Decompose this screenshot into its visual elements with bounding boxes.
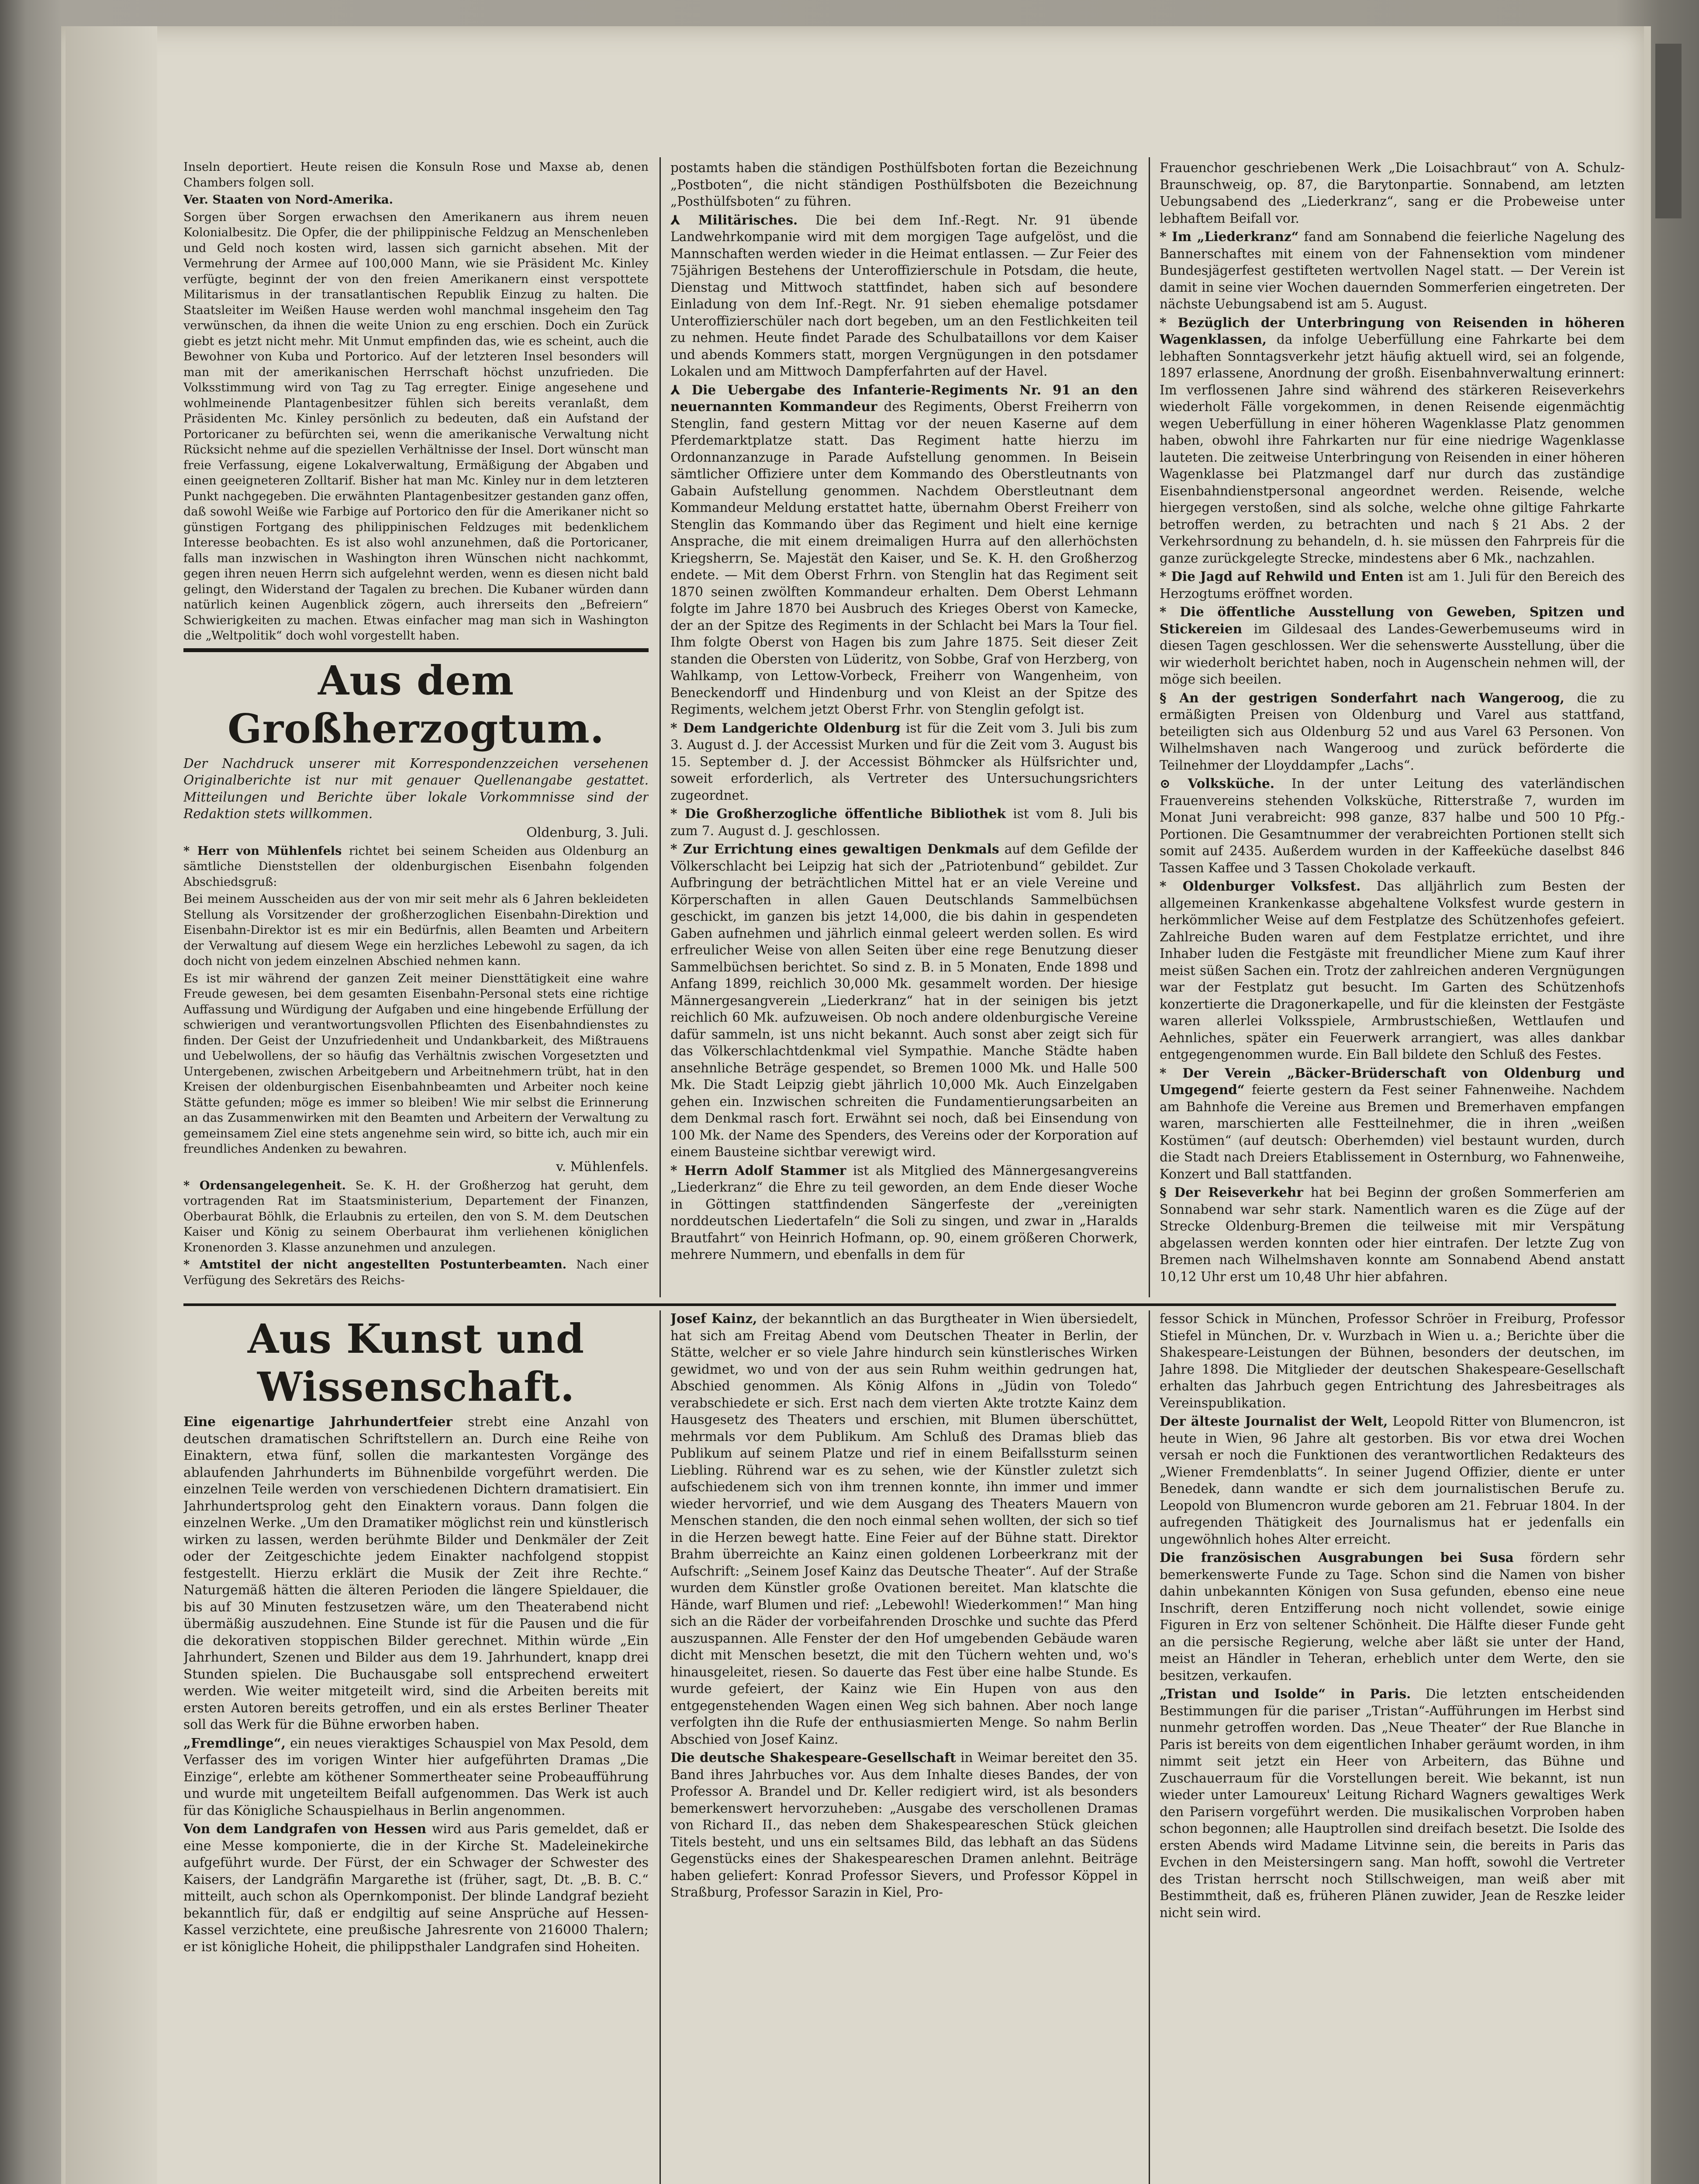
article-paragraph bbox=[670, 1162, 1138, 1263]
article-paragraph bbox=[1160, 878, 1625, 1063]
article-text: strebt eine Anzahl von deutschen dramatischen Schriftstellern an. Durch eine Reihe von Einaktern, etwa fünf, sollen die markantesten Vorgänge des ablaufenden Jahrhunderts im Bühnenbilde vorgeführt werden. Die einzelnen Teile werden von verschiedenen Dichtern dramatisiert. Ein Jahrhundertsprolog geht den Einaktern voraus. Dann folgen die einzelnen Werke. „Um den Dramatiker möglichst rein und künstlerisch wirken zu lassen, werden berühmte Bilder und Denkmäler der Zeit oder der Zeitgeschichte jedem Einakter nachfolgend stoppist festgestellt. Hierzu erklärt die Musik der Zeit ihre Rechte.“ Naturgemäß hätten die älteren Perioden die längere Spieldauer, die bis auf 30 Minuten festzusetzen wäre, um den Theaterabend nicht übermäßig auszudehnen. Eine Stunde ist für die Pausen und die für die dekorativen stoppischen Bilder gerechnet. Mithin würde „Ein Jahrhundert, Szenen und Bilder aus dem 19. Jahrhundert, knapp drei Stunden spielen. Die Buchausgabe soll entsprechend erweitert werden. Wie weiter mitgeteilt wird, sind die Arbeiten bereits mit ersten Autoren bereits getroffen, und ein als erstes Berliner Theater soll das Werk für die Bühne erworben haben. bbox=[183, 1414, 649, 1732]
article-paragraph bbox=[1160, 604, 1625, 688]
article-paragraph bbox=[670, 805, 1138, 839]
article-paragraph bbox=[183, 1821, 649, 1955]
article-paragraph bbox=[183, 1257, 649, 1288]
article-paragraph bbox=[1160, 314, 1625, 567]
section-divider bbox=[183, 1303, 1616, 1306]
article-paragraph bbox=[670, 159, 1138, 210]
article-paragraph bbox=[670, 720, 1138, 804]
article-text: da infolge Ueberfüllung eine Fahrkarte bei dem lebhaften Sonntagsverkehr jetzt häufig aktuell wird, sei an folgende, 1897 erlassene, Anordnung der großh. Eisenbahnverwaltung erinnert: Im verflossenen Jahre sind während des stärkeren Reiseverkehrs wiederholt Fälle vorgekommen, in denen Reisende eigenmächtig wegen Ueberfüllung in einer höheren Wagenklasse Platz genommen haben, obwohl ihre Fahrkarten nur für eine niedrige Wagenklasse lauteten. Die zeitweise Unterbringung von Reisenden in einer höheren Wagenklasse bei Platzmangel darf nur durch das zuständige Eisenbahndienstpersonal angeordnet werden. Reisende, welche hiergegen verstoßen, sind als solche, welche ohne giltige Fahrkarte betroffen werden, zu betrachten und nach § 21 Abs. 2 der Verkehrsordnung zu behandeln, d. h. sie müssen den Fahrpreis für die ganze zurückgelegte Strecke, mindestens aber 6 Mk., nachzahlen. bbox=[1160, 332, 1625, 566]
article-paragraph bbox=[1160, 690, 1625, 774]
article-paragraph bbox=[183, 892, 649, 969]
article-heading: ⅄ Militärisches. bbox=[670, 212, 798, 228]
article-paragraph bbox=[670, 212, 1138, 380]
column-rule bbox=[1149, 1310, 1150, 2184]
article-text: Se. K. H. der Großherzog hat geruht, dem vortragenden Rat im Staatsministerium, Departement der Finanzen, Oberbaurat Böhlk, die Erlaubnis zu erteilen, den von S. M. dem Deutschen Kaiser und König zu seinem Oberbaurat ihm verliehenen königlichen Kronenorden 3. Klasse anzunehmen und anzulegen. bbox=[183, 1178, 649, 1254]
article-text: Die letzten entscheidenden Bestimmungen für die pariser „Tristan“-Aufführungen im Herbst sind nunmehr getroffen worden. Das „Neue Theater“ der Rue Blanche in Paris ist bereits von dem eigentlichen Inhaber geräumt worden, in ihm nimmt seit jetzt ein Heer von Arbeitern, das Bühne und Zuschauerraum für die Vorstellungen bereit. Wie bekannt, ist nun wieder unter Lamoureux' Leitung Richard Wagners gewaltiges Werk den Parisern vorgeführt werden. Die musikalischen Vorproben haben schon begonnen; alle Hauptrollen sind dreifach besetzt. Die Isolde des ersten Abends wird Madame Litvinne sein, die bereits in Paris das Evchen in den Meistersingern sang. Man hofft, sowohl die Vertreter des Tristan herrscht noch Stillschweigen, man weiß aber mit Bestimmtheit, daß es, früheren Plänen zuwider, Jean de Reszke leider nicht sein wird. bbox=[1160, 1686, 1625, 1920]
article-heading: * Die öffentliche Ausstellung von Geweben, Spitzen und Stickereien bbox=[1160, 604, 1625, 636]
article-heading: * Im „Liederkranz“ bbox=[1160, 229, 1299, 244]
column-rule bbox=[660, 157, 661, 1297]
article-text: richtet bei seinem Scheiden aus Oldenburg an sämtliche Dienststellen der oldenburgischen Eisenbahn folgenden Abschiedsgruß: bbox=[183, 844, 649, 889]
top-column-2 bbox=[670, 159, 1138, 1297]
article-paragraph bbox=[670, 1310, 1138, 1748]
rule bbox=[183, 648, 649, 652]
section-heading: Aus Kunst und Wissenschaft. bbox=[247, 1315, 585, 1410]
article-text: fessor Schick in München, Professor Schröer in Freiburg, Professor Stiefel in München, Dr. v. Wurzbach in Wien u. a.; Berichte über die Shakespeare-Leistungen der Bühnen, besonders der deutschen, im Jahre 1898. Die Mitglieder der deutschen Shakespeare-Gesellschaft erhalten das Jahrbuch gegen Entrichtung des Jahresbeitrages als Vereinspublikation. bbox=[1160, 1311, 1625, 1410]
article-heading: * Amtstitel der nicht angestellten Postunterbeamten. bbox=[183, 1258, 567, 1272]
article-paragraph bbox=[670, 1749, 1138, 1901]
article-text: des Regiments, Oberst Freiherrn von Stenglin, fand gestern Mittag vor der neuen Kaserne auf dem Pferdemarktplatze statt. Das Regiment hatte hierzu im Ordonnanzanzuge in Parade Aufstellung genommen. In Beisein sämtlicher Offiziere unter dem Kommando des Oberstleutnants von Gabain Aufstellung genommen. Nachdem Oberstleutnant dem Kommandeur Meldung erstattet hatte, übernahm Oberst Freiherr von Stenglin das Kommando über das Regiment und hielt eine kernige Ansprache, die mit einem dreimaligen Hurra auf den allerhöchsten Kriegsherrn, Se. Majestät den Kaiser, und Se. K. H. den Großherzog endete. — Mit dem Oberst Frhrn. von Stenglin hat das Regiment seit 1870 seinen zwölften Kommandeur erhalten. Dem Oberst Lehmann folgte im Jahre 1870 bei Ausbruch des Krieges Oberst von Kamecke, der an der Spitze des Regiments in der Schlacht bei Mars la Tour fiel. Ihm folgte Oberst von Hagen bis zum Jahre 1875. Seit dieser Zeit standen die Obersten von Lüderitz, von Sobbe, Graf von Herzberg, von Wahlkamp, von Lettow-Vorbeck, Freiherr von Wangenheim, von Beneckendorff und Hindenburg und von Kleist an der Spitze des Regiments, welchem jetzt Oberst Frhr. von Stenglin gefolgt ist. bbox=[670, 399, 1138, 717]
article-text: Die bei dem Inf.-Regt. Nr. 91 übende Landwehrkompanie wird mit dem morgigen Tage aufgelöst, und die Mannschaften werden wieder in die Heimat entlassen. — Zur Feier des 75jährigen Bestehens der Unteroffizierschule in Potsdam, die heute, Dienstag und Mittwoch stattfindet, haben sich auf besondere Einladung von dem Inf.-Regt. Nr. 91 sieben ehemalige potsdamer Unteroffizierschüler nach dort begeben, um an den Festlichkeiten teil zu nehmen. Heute findet Parade des Schulbataillons vor dem Kaiser und abends Kommers statt, morgen Vergnügungen in den potsdamer Lokalen und am Mittwoch Dampferfahrten auf der Havel. bbox=[670, 212, 1138, 379]
article-paragraph bbox=[1160, 568, 1625, 602]
article-text: auf dem Gefilde der Völkerschlacht bei Leipzig hat sich der „Patriotenbund“ gebildet. Zur Aufbringung der beträchtlichen Mittel hat er an viele Vereine und Körperschaften in allen Gauen Deutschlands Sammelbüchsen geschickt, im ganzen bis jetzt 14,000, die bis dahin in gespendeten Gaben aufnehmen und jährlich einmal geleert werden sollen. Es wird erfreulicher Weise von allen Seiten über eine rege Benutzung dieser Sammelbüchsen berichtet. So sind z. B. in 5 Monaten, Ende 1898 und Anfang 1899, reichlich 30,000 Mk. gesammelt worden. Der hiesige Männergesangverein „Liederkranz“ hat in der seinigen bis jetzt reichlich 60 Mk. aufzuweisen. Ob noch andere oldenburgische Vereine dafür sammeln, ist uns nicht bekannt. Auch sonst aber zeigt sich für das Völkerschlachtdenkmal viel Sympathie. Manche Städte haben ansehnliche Beträge gespendet, so Bremen 1000 Mk. und Halle 500 Mk. Die Stadt Leipzig giebt jährlich 10,000 Mk. Auch Einzelgaben gehen ein. Inzwischen schreiten die Fundamentierungsarbeiten an dem Denkmal rasch fort. Erwähnt sei noch, daß bei Einsendung von 100 Mk. der Name des Spenders, des Vereins oder der Korporation auf einem Bausteine sichtbar verewigt wird. bbox=[670, 842, 1138, 1159]
article-heading: „Fremdlinge“, bbox=[183, 1735, 286, 1751]
top-column-1 bbox=[183, 159, 649, 1297]
article-heading: Ver. Staaten von Nord-Amerika. bbox=[183, 193, 394, 207]
dateline: Oldenburg, 3. Juli. bbox=[526, 825, 649, 840]
article-text: fand am Sonnabend die feierliche Nagelung des Bannerschaftes mit einem von der Fahnensektion vom mindener Bundesjägerfest gestifteten wertvollen Nagel statt. — Der Verein ist damit in seine vier Wochen dauernden Sommerferien eingetreten. Der nächste Uebungsabend ist am 5. August. bbox=[1160, 229, 1625, 311]
article-paragraph bbox=[183, 971, 649, 1157]
article-heading: § An der gestrigen Sonderfahrt nach Wangeroog, bbox=[1160, 690, 1564, 705]
article-heading: Die französischen Ausgrabungen bei Susa bbox=[1160, 1550, 1514, 1565]
article-paragraph bbox=[183, 1413, 649, 1733]
article-text: postamts haben die ständigen Posthülfsboten fortan die Bezeichnung „Postboten“, die nicht ständigen Posthülfsboten die Bezeichnung „Posthülfsboten“ zu führen. bbox=[670, 160, 1138, 209]
article-text: Frauenchor geschriebenen Werk „Die Loisachbraut“ von A. Schulz-Braunschweig, op. 87, die Barytonpartie. Sonnabend, am letzten Uebungsabend des „Liederkranz“, sang er die Probeweise unter lebhaftem Beifall vor. bbox=[1160, 160, 1625, 226]
article-heading: * Oldenburger Volksfest. bbox=[1160, 878, 1361, 894]
article-paragraph bbox=[1160, 1413, 1625, 1548]
article-heading: * Ordensangelegenheit. bbox=[183, 1178, 346, 1192]
article-heading: Die deutsche Shakespeare-Gesellschaft bbox=[670, 1750, 956, 1765]
article-text: fördern sehr bemerkenswerte Funde zu Tage. Schon sind die Namen von bisher dahin unbekannten Königen von Susa gefunden, ebenso eine neue Inschrift, deren Entzifferung noch nicht vollendet, sowie einige Figuren in Erz von seltener Schönheit. Die Hälfte dieser Funde geht an die persische Regierung, welche aber läßt sie unter der Hand, meist an Händler in Teheran, erheblich unter dem Werte, den sie besitzen, verkaufen. bbox=[1160, 1550, 1625, 1683]
article-paragraph bbox=[1160, 1065, 1625, 1183]
article-paragraph bbox=[183, 1735, 649, 1819]
article-paragraph bbox=[1160, 775, 1625, 876]
article-text: In der unter Leitung des vaterländischen Frauenvereins stehenden Volksküche, Ritterstraße 7, wurden im Monat Juni verabreicht: 998 ganze, 837 halbe und 500 10 Pfg.-Portionen. Die Gesamtnummer der verabreichten Portionen stellt sich somit auf 2435. Außerdem wurden in der Kaffeeküche daselbst 846 Tassen Kaffee und 3 Tassen Chokolade verkauft. bbox=[1160, 776, 1625, 875]
article-text: Inseln deportiert. Heute reisen die Konsuln Rose und Maxse ab, denen Chambers folgen soll. bbox=[183, 160, 649, 190]
page-edge-tab bbox=[1655, 44, 1682, 218]
article-heading: * Herr von Mühlenfels bbox=[183, 844, 342, 858]
article-heading: * Herrn Adolf Stammer bbox=[670, 1162, 846, 1178]
article-heading: Josef Kainz, bbox=[670, 1311, 757, 1326]
article-text: Bei meinem Ausscheiden aus der von mir seit mehr als 6 Jahren bekleideten Stellung als Vorsitzender der großherzoglichen Eisenbahn-Direktion und Eisenbahn-Direktor ist es mir ein Bedürfnis, allen Beamten und Arbeitern der Verwaltung auf diesem Wege ein herzliches Lebewohl zu sagen, da ich doch nicht von jedem einzelnen Abschied nehmen kann. bbox=[183, 892, 649, 968]
article-heading: Von dem Landgrafen von Hessen bbox=[183, 1821, 427, 1836]
article-text: ist vom 8. Juli bis zum 7. August d. J. geschlossen. bbox=[670, 806, 1138, 838]
article-heading: * Bezüglich der Unterbringung von Reisenden in höheren Wagenklassen, bbox=[1160, 314, 1625, 347]
article-text: Leopold Ritter von Blumencron, ist heute in Wien, 96 Jahre alt gestorben. Bis vor etwa drei Wochen versah er noch die Funktionen des verantwortlichen Redakteurs des „Wiener Fremdenblatts“. In seiner Jugend Offizier, diente er unter Benedek, dann wandte er sich dem journalistischen Berufe zu. Leopold von Blumencron wurde geboren am 21. Februar 1804. In der aufregenden Thätigkeit des Journalismus hat er jedenfalls ein ungewöhnlich hohes Alter erreicht. bbox=[1160, 1414, 1625, 1547]
article-heading: * Zur Errichtung eines gewaltigen Denkmals bbox=[670, 841, 999, 857]
article-text: feierte gestern da Fest seiner Fahnenweihe. Nachdem am Bahnhofe die Vereine aus Bremen und Bremerhaven empfangen waren, marschierten alle Festteilnehmer, die in ihren „weißen Kostümen“ (auf deutsch: Oberhemden) viel bestaunt wurden, durch die Stadt nach Dreiers Etablissement in Osternburg, wo Fahnenweihe, Konzert und Ball stattfanden. bbox=[1160, 1082, 1625, 1182]
article-paragraph bbox=[183, 1178, 649, 1256]
article-heading: * Dem Landgerichte Oldenburg bbox=[670, 720, 901, 736]
article-paragraph bbox=[1160, 1686, 1625, 1921]
article-paragraph bbox=[1160, 1310, 1625, 1411]
article-heading: * Der Verein „Bäcker-Brüderschaft von Oldenburg und Umgegend“ bbox=[1160, 1065, 1625, 1097]
page-binding-shadow bbox=[66, 26, 157, 2184]
article-heading: ⅄ Die Uebergabe des Infanterie-Regiments Nr. 91 an den neuernannten Kommandeur bbox=[670, 382, 1138, 414]
column-rule bbox=[1149, 157, 1150, 1297]
article-text: Sorgen über Sorgen erwachsen den Amerikanern aus ihrem neuen Kolonialbesitz. Die Opfer, die der philippinische Feldzug an Menschenleben und Geld noch kosten wird, lassen sich garnicht absehen. Mit der Vermehrung der Armee auf 100,000 Mann, wie sie Präsident Mc. Kinley verfügte, beginnt der von den freien Amerikanern einst verspottete Militarismus in der transatlantischen Republik Einzug zu halten. Die Staatsleiter im Weißen Hause werden wohl manchmal insgeheim den Tag verwünschen, da ihnen die weite Union zu eng erschien. Doch ein Zurück giebt es jetzt nicht mehr. Mit Unmut empfinden das, wie es scheint, auch die Bewohner von Kuba und Portorico. Auf der letzteren Insel besonders will man mit der amerikanischen Herrschaft höchst unzufrieden. Die Volksstimmung wird von Tag zu Tag erregter. Einige angesehene und wohlmeinende Plantagenbesitzer fühlen sich bereits veranlaßt, dem Präsidenten Mc. Kinley persönlich zu bedeuten, daß ein Aufstand der Portoricaner zu befürchten sei, wenn die amerikanische Verwaltung nicht Rücksicht nehme auf die speziellen Verhältnisse der Insel. Dort wünscht man freie Verfassung, eigene Lokalverwaltung, Ermäßigung der Abgaben und einen geeigneteren Zolltarif. Bisher hat man Mc. Kinley nur in dem letzteren Punkt nachgegeben. Die erwähnten Plantagenbesitzer gestanden ganz offen, daß sowohl Weiße wie Farbige auf Portorico den für die Amerikaner nicht so günstigen Fortgang des philippinischen Feldzuges mit bedenklichem Interesse beobachten. Es ist also wohl anzunehmen, daß die Portoricaner, falls man inzwischen in Washington ihren Wünschen nicht nachkommt, gegen ihren neuen Herrn sich aufgelehnt werden, wenn es diesen nicht bald gelingt, den Widerstand der Tagalen zu brechen. Die Kubaner würden dann natürlich keinen Augenblick zögern, auch ihrerseits den „Befreiern“ Schwierigkeiten zu machen. Etwas einfacher mag man sich in Washington die „Weltpolitik“ doch wohl vorgestellt haben. bbox=[183, 210, 649, 643]
article-text: Nach einer Verfügung des Sekretärs des Reichs- bbox=[183, 1258, 649, 1287]
article-text: im Gildesaal des Landes-Gewerbemuseums wird in diesen Tagen geschlossen. Wer die sehenswerte Ausstellung, über die wir wiederholt berichtet haben, noch in Augenschein nehmen will, der möge sich beeilen. bbox=[1160, 621, 1625, 687]
article-text: ist als Mitglied des Männergesangvereins „Liederkranz“ die Ehre zu teil geworden, an dem Ende dieser Woche in Göttingen stattfindenden Sängerfeste der „vereinigten norddeutschen Liedertafeln“ die Soli zu singen, und zwar in „Haralds Brautfahrt“ von Heinrich Hofmann, op. 90, einem größeren Chorwerk, mehrere Nummern, und ebenfalls in dem für bbox=[670, 1163, 1138, 1262]
article-paragraph bbox=[183, 210, 649, 644]
bottom-column-2 bbox=[670, 1310, 1138, 2184]
article-text: Das alljährlich zum Besten der allgemeinen Krankenkasse abgehaltene Volksfest wurde gestern in herkömmlicher Weise auf dem Festplatze des Schützenhofes gefeiert. Zahlreiche Buden waren auf dem Festplatze errichtet, und ihre Inhaber luden die Festgäste mit freundlicher Miene zum Kauf ihrer meist süßen Sachen ein. Trotz der zahlreichen anderen Vergnügungen war der Festplatz gut besucht. Im Garten des Schützenhofs konzertierte die Dragonerkapelle, und für die kleinsten der Festgäste waren allerlei Volksspiele, Armbrustschießen, Wettlaufen und Aehnliches, später ein Feuerwerk arrangiert, was alles dankbar entgegengenommen wurde. Ein Ball bildete den Schluß des Festes. bbox=[1160, 879, 1625, 1062]
article-text: ist für die Zeit vom 3. Juli bis zum 3. August d. J. der Accessist Murken und für die Zeit vom 3. August bis 15. September d. J. der Accessist Böhmcker als Hülfsrichter und, soweit erforderlich, als Vertreter des Untersuchungsrichters zugeordnet. bbox=[670, 720, 1138, 803]
article-text: Es ist mir während der ganzen Zeit meiner Diensttätigkeit eine wahre Freude gewesen, bei dem gesamten Eisenbahn-Personal stets eine richtige Auffassung und Würdigung der Aufgaben und eine hingebende Erfüllung der schwierigen und verantwortungsvollen Pflichten des Eisenbahndienstes zu finden. Der Geist der Unzufriedenheit und Undankbarkeit, des Mißtrauens und Uebelwollens, der so häufig das Verhältnis zwischen Vorgesetzten und Untergebenen, zwischen Arbeitgebern und Arbeitnehmern trübt, hat in den Kreisen der oldenburgischen Eisenbahnbeamten und Arbeiter noch keine Stätte gefunden; möge es immer so bleiben! Wie mir selbst die Erinnerung an das Zusammenwirken mit den Beamten und Arbeitern der Verwaltung zu gemeinsamem Ziel eine stets angenehme sein wird, so bitte ich, auch mir ein freundliches Andenken zu bewahren. bbox=[183, 971, 649, 1156]
bottom-column-3 bbox=[1160, 1310, 1625, 2184]
editorial-note: Der Nachdruck unserer mit Korrespondenzzeichen versehenen Originalberichte ist nur mit genauer Quellenangabe gestattet. Mitteilungen und Berichte über lokale Vorkommnisse sind der Redaktion stets willkommen. bbox=[183, 756, 649, 821]
article-text: wird aus Paris gemeldet, daß er eine Messe komponierte, die in der Kirche St. Madeleinekirche aufgeführt wurde. Der Fürst, der ein Schwager der Schwester des Kaisers, der Landgräfin Margarethe ist (früher, sagt, Dt. „B. B. C.“ mitteilt, auch schon als Opernkomponist. Der blinde Landgraf bezieht bekanntlich für, daß er endgiltig auf seine Ansprüche auf Hessen-Kassel verzichtete, eine preußische Jahresrente von 216000 Thalern; er ist königliche Hoheit, die philippsthaler Landgrafen sind Hoheiten. bbox=[183, 1821, 649, 1954]
article-paragraph bbox=[670, 841, 1138, 1161]
article-paragraph bbox=[1160, 1184, 1625, 1285]
article-text: ein neues vieraktiges Schauspiel von Max Pesold, dem Verfasser des im vorigen Winter hier aufgeführten Dramas „Die Einzige“, erlebte am köthener Sommertheater seine Probeaufführung und wurde mit ungeteiltem Beifall aufgenommen. Das Werk ist auch für das Königliche Schauspielhaus in Berlin angenommen. bbox=[183, 1735, 649, 1818]
article-paragraph bbox=[183, 843, 649, 890]
article-paragraph bbox=[183, 192, 649, 208]
article-heading: ⊙ Volksküche. bbox=[1160, 776, 1274, 791]
article-paragraph bbox=[1160, 159, 1625, 227]
article-heading: § Der Reiseverkehr bbox=[1160, 1185, 1303, 1200]
article-heading: Eine eigenartige Jahrhundertfeier bbox=[183, 1414, 452, 1429]
article-paragraph bbox=[1160, 228, 1625, 313]
article-paragraph bbox=[670, 382, 1138, 718]
article-text: in Weimar bereitet den 35. Band ihres Jahrbuches vor. Aus dem Inhalte dieses Bandes, der von Professor A. Brandel und Dr. Keller redigiert wird, ist als besonders bemerkenswert hervorzuheben: „Ausgabe des verschollenen Dramas von Richard II., das neben dem Shakespeareschen Stück gleichen Titels besteht, und uns ein seltsames Bild, das lebhaft an das Südens Gegenstücks eines der Shakespeareschen Dramen anlehnt. Beiträge haben geliefert: Konrad Professor Sievers, und Professor Köppel in Straßburg, Professor Sarazin in Kiel, Pro- bbox=[670, 1750, 1138, 1900]
section-heading: Aus dem Großherzogtum. bbox=[228, 657, 604, 752]
article-text: hat bei Beginn der großen Sommerferien am Sonnabend war sehr stark. Namentlich waren es die Züge auf der Strecke Oldenburg-Bremen die teilweise mit mir Verspätung abgelassen werden konnten oder hier eintrafen. Der letzte Zug von Bremen nach Wilhelmshaven konnte am Sonnabend Abend anstatt 10,12 Uhr erst um 10,48 Uhr hier abfahren. bbox=[1160, 1185, 1625, 1284]
column-rule bbox=[660, 1310, 661, 2184]
article-heading: „Tristan und Isolde“ in Paris. bbox=[1160, 1686, 1411, 1701]
top-column-3 bbox=[1160, 159, 1625, 1297]
article-heading: * Die Jagd auf Rehwild und Enten bbox=[1160, 569, 1404, 584]
signature: v. Mühlenfels. bbox=[556, 1159, 649, 1175]
bottom-column-1 bbox=[183, 1310, 649, 2184]
article-text: der bekanntlich an das Burgtheater in Wien übersiedelt, hat sich am Freitag Abend vom Deutschen Theater in Berlin, der Stätte, welcher er so viele Jahre hindurch sein künstlerisches Wirken gewidmet, wo und von der aus sein Ruhm weithin gedrungen hat, Abschied genommen. Als König Alfons in „Jüdin von Toledo“ verabschiedete er sich. Erst nach dem vierten Akte trotzte Kainz dem Hausgesetz des Theaters und erschien, mit Blumen überschüttet, mehrmals vor dem Publikum. Am Schluß des Dramas blieb das Publikum auf seinem Platze und rief in einem Beifallssturm seinen Liebling. Rührend war es zu sehen, wie der Künstler zuletzt sich aufschiedenem sich von ihm trennen konnte, ihn immer und immer wieder hervorrief, und wie dem Ausgang des Theaters Mauern von Menschen standen, die den noch einmal sehen wollten, der sich so tief in die Herzen bewegt hatte. Eine Feier auf der Bühne statt. Direktor Brahm überreichte an Kainz einen goldenen Lorbeerkranz mit der Aufschrift: „Seinem Josef Kainz das Deutsche Theater“. Auf der Straße wurden dem Künstler große Ovationen bereitet. Man klatschte die Hände, warf Blumen und rief: „Lebewohl! Wiederkommen!“ Man hing sich an die Räder der vorbeifahrenden Droschke und suchte das Pferd auszuspannen. Alle Fenster der den Hof umgebenden Gebäude waren dicht mit Menschen besetzt, die mit den Tüchern wehten und, wo's hinausgeleitet, riesen. So dauerte das Fest über eine halbe Stunde. Es wurde gefeiert, der Kainz wie Ein Hupen von aus den entgegenstehenden Wagen einen Weg sich bahnen. Aber noch lange verfolgten ihn die Rufe der enthusiasmierten Menge. So nahm Berlin Abschied von Josef Kainz. bbox=[670, 1311, 1138, 1747]
article-text: ist am 1. Juli für den Bereich des Herzogtums eröffnet worden. bbox=[1160, 569, 1625, 601]
article-paragraph bbox=[1160, 1549, 1625, 1684]
article-paragraph bbox=[183, 159, 649, 190]
article-text: die zu ermäßigten Preisen von Oldenburg und Varel aus stattfand, beteiligten sich aus Oldenburg 52 und aus Varel 63 Personen. Von Wilhelmshaven nach Wangeroog und zurück beförderte die Teilnehmer der Lloyddampfer „Lachs“. bbox=[1160, 690, 1625, 773]
article-heading: * Die Großherzogliche öffentliche Bibliothek bbox=[670, 806, 1006, 821]
article-heading: Der älteste Journalist der Welt, bbox=[1160, 1413, 1388, 1429]
